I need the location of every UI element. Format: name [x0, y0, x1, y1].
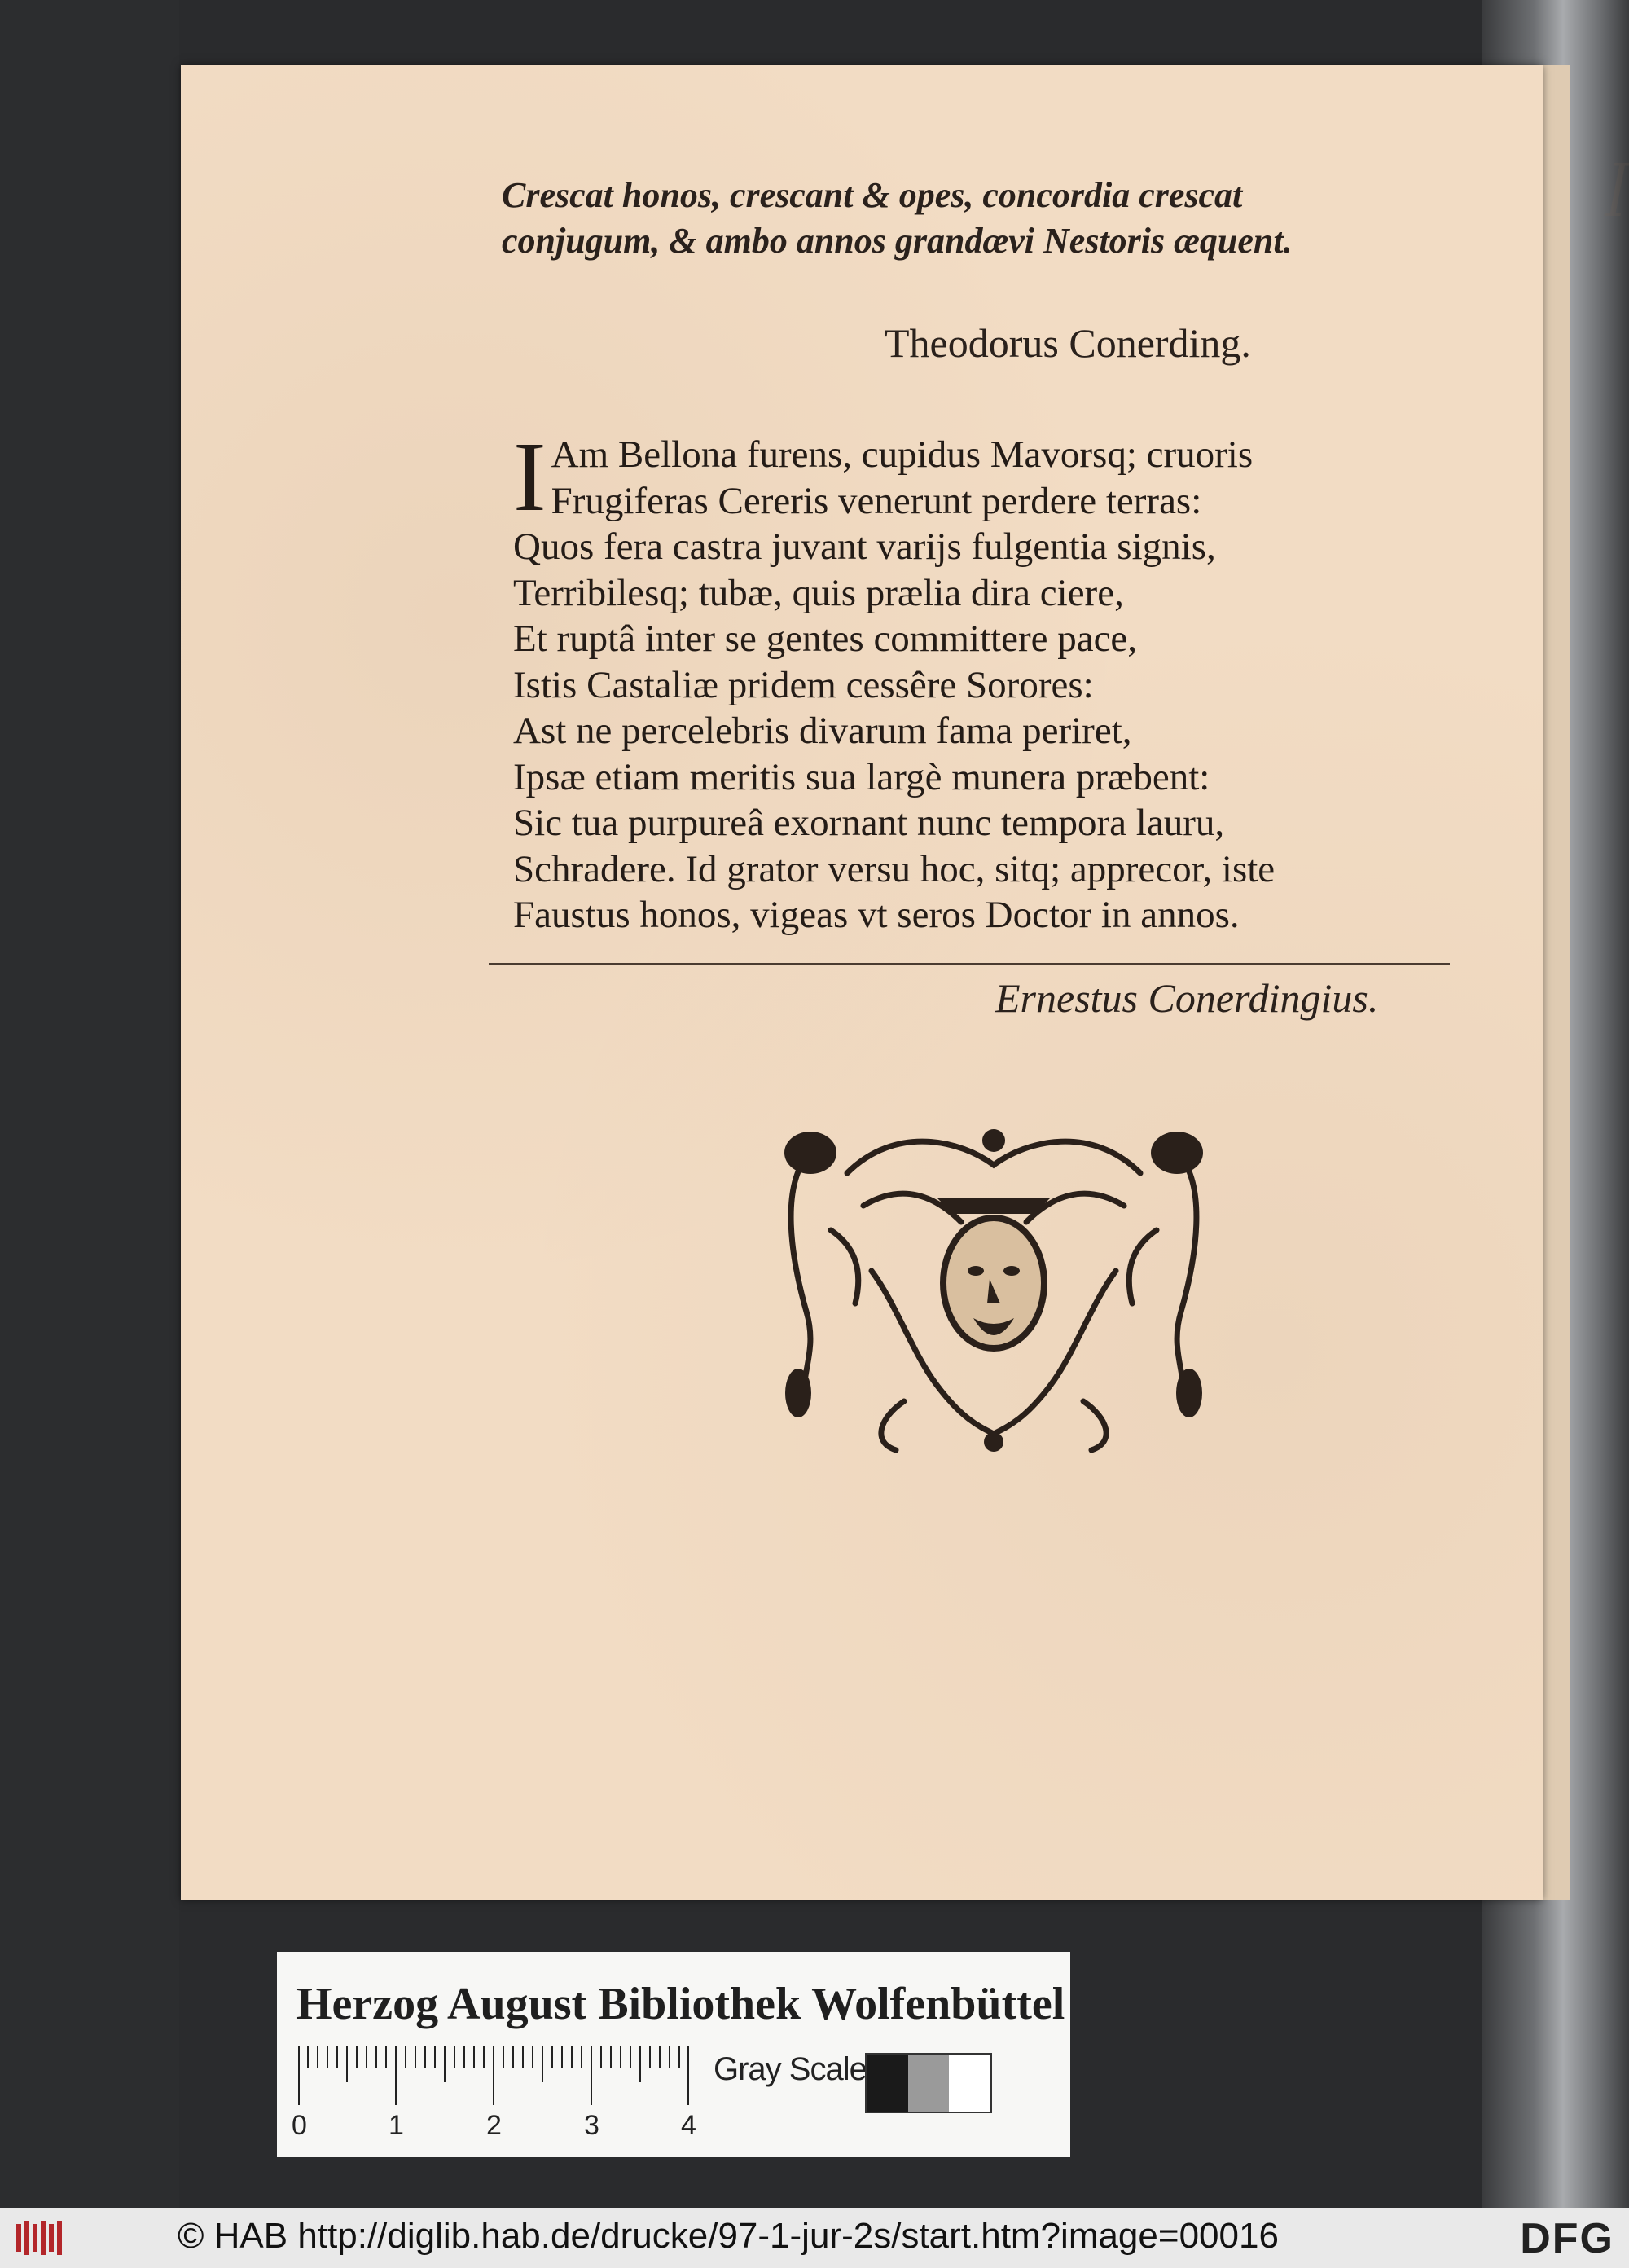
footer-copyright-link[interactable]: © HAB http://diglib.hab.de/drucke/97-1-jur-2s/start.htm?image=00016 [178, 2216, 1279, 2256]
ruler-number: 2 [486, 2110, 502, 2141]
next-page-edge [1538, 65, 1570, 1900]
poem-line: Ipsæ etiam meritis sua largè munera præbent: [513, 755, 1210, 798]
poem-line: Terribilesq; tubæ, quis prælia dira ciere, [513, 571, 1124, 614]
first-author: Theodorus Conerding. [885, 320, 1251, 366]
header-line-2: conjugum, & ambo annos grandævi Nestoris æquent. [502, 221, 1293, 261]
ruler-number: 1 [389, 2110, 404, 2141]
show-through-mark: ꟾ [1606, 163, 1629, 230]
ruler-number: 0 [292, 2110, 307, 2141]
poem-line: Quos fera castra juvant varijs fulgentia signis, [513, 525, 1216, 568]
scan-backdrop-left [0, 0, 179, 2208]
footer-bar [0, 2208, 1629, 2268]
poem [513, 422, 1466, 938]
ruler-number: 4 [681, 2110, 696, 2141]
poem-line: Sic tua purpureâ exornant nunc tempora lauru, [513, 802, 1225, 844]
poem-dropcap: I [513, 422, 547, 532]
swatch-white [949, 2055, 990, 2112]
scale-card-title: Herzog August Bibliothek Wolfenbüttel [296, 1979, 1065, 2029]
gray-scale-label: Gray Scale [714, 2051, 867, 2087]
poem-line: Et ruptâ inter se gentes committere pace, [513, 618, 1138, 660]
dfg-logo: DFG [1520, 2215, 1614, 2262]
swatch-black [867, 2055, 908, 2112]
second-author: Ernestus Conerdingius. [995, 975, 1379, 1021]
poem-line: Frugiferas Cereris venerunt perdere terras: [551, 479, 1202, 522]
poem-line: Schradere. Id grator versu hoc, sitq; apprecor, iste [513, 847, 1276, 890]
section-rule [489, 963, 1450, 965]
color-scale-card [277, 1952, 1070, 2157]
poem-line: Istis Castaliæ pridem cessêre Sorores: [513, 663, 1094, 706]
header-line-1: Crescat honos, crescant & opes, concordia crescat [502, 175, 1243, 215]
poem-line: Faustus honos, vigeas vt seros Doctor in annos. [513, 894, 1240, 936]
woodcut-ornament [774, 1108, 1214, 1466]
swatch-gray [908, 2055, 950, 2112]
poem-line: Am Bellona furens, cupidus Mavorsq; cruoris [551, 433, 1254, 476]
hab-logo-icon [15, 2219, 68, 2257]
ruler-number: 3 [584, 2110, 599, 2141]
gray-scale-swatches [865, 2053, 992, 2113]
poem-line: Ast ne percelebris divarum fama periret, [513, 710, 1132, 752]
